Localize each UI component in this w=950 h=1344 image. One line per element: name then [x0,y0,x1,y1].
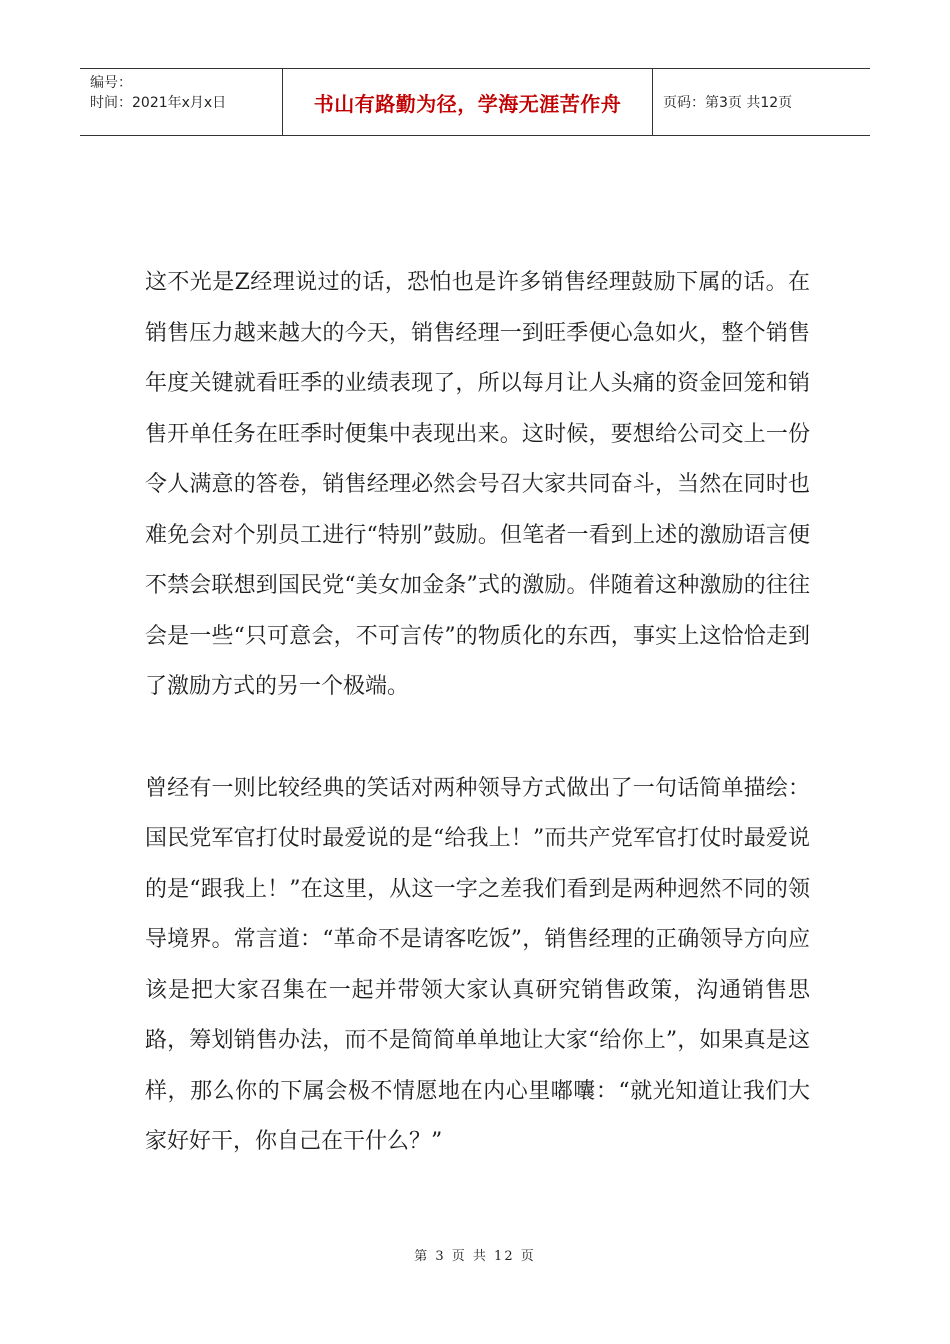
paragraph-1: 这不光是Z经理说过的话，恐怕也是许多销售经理鼓励下属的话。在销售压力越来越大的今天，销售经理一到旺季便心急如火，整个销售年度关键就看旺季的业绩表现了，所以每月让人头痛的资金回笼和销售开单任务在旺季时便集中表现出来。这时候，要想给公司交上一份令人满意的答卷，销售经理必然会号召大家共同奋斗，当然在同时也难免会对个别员工进行“特别”鼓励。但笔者一看到上述的激励语言便不禁会联想到国民党“美女加金条”式的激励。伴随着这种激励的往往会是一些“只可意会，不可言传”的物质化的东西，事实上这恰恰走到了激励方式的另一个极端。 [145,270,810,699]
serial-number-label: 编号： [90,75,132,91]
header-meta [80,69,283,135]
page-footer: 第 3 页 共 12 页 [414,1249,536,1264]
date-label: 时间：2021年x月x日 [90,95,227,111]
page-header [80,68,870,136]
header-motto: 书山有路勤为径，学海无涯苦作舟 [283,69,653,135]
paragraph-2: 曾经有一则比较经典的笑话对两种领导方式做出了一句话简单描绘：国民党军官打仗时最爱说的是“给我上！”而共产党军官打仗时最爱说的是“跟我上！”在这里，从这一字之差我们看到是两种迥然不同的领导境界。常言道：“革命不是请客吃饭”，销售经理的正确领导方向应该是把大家召集在一起并带领大家认真研究销售政策，沟通销售思路，筹划销售办法，而不是简简单单地让大家“给你上”，如果真是这样，那么你的下属会极不情愿地在内心里嘟囔：“就光知道让我们大家好好干，你自己在干什么？” [145,775,810,1154]
header-page-info: 页码：第3页 共12页 [663,95,793,111]
document-body [145,258,810,1168]
